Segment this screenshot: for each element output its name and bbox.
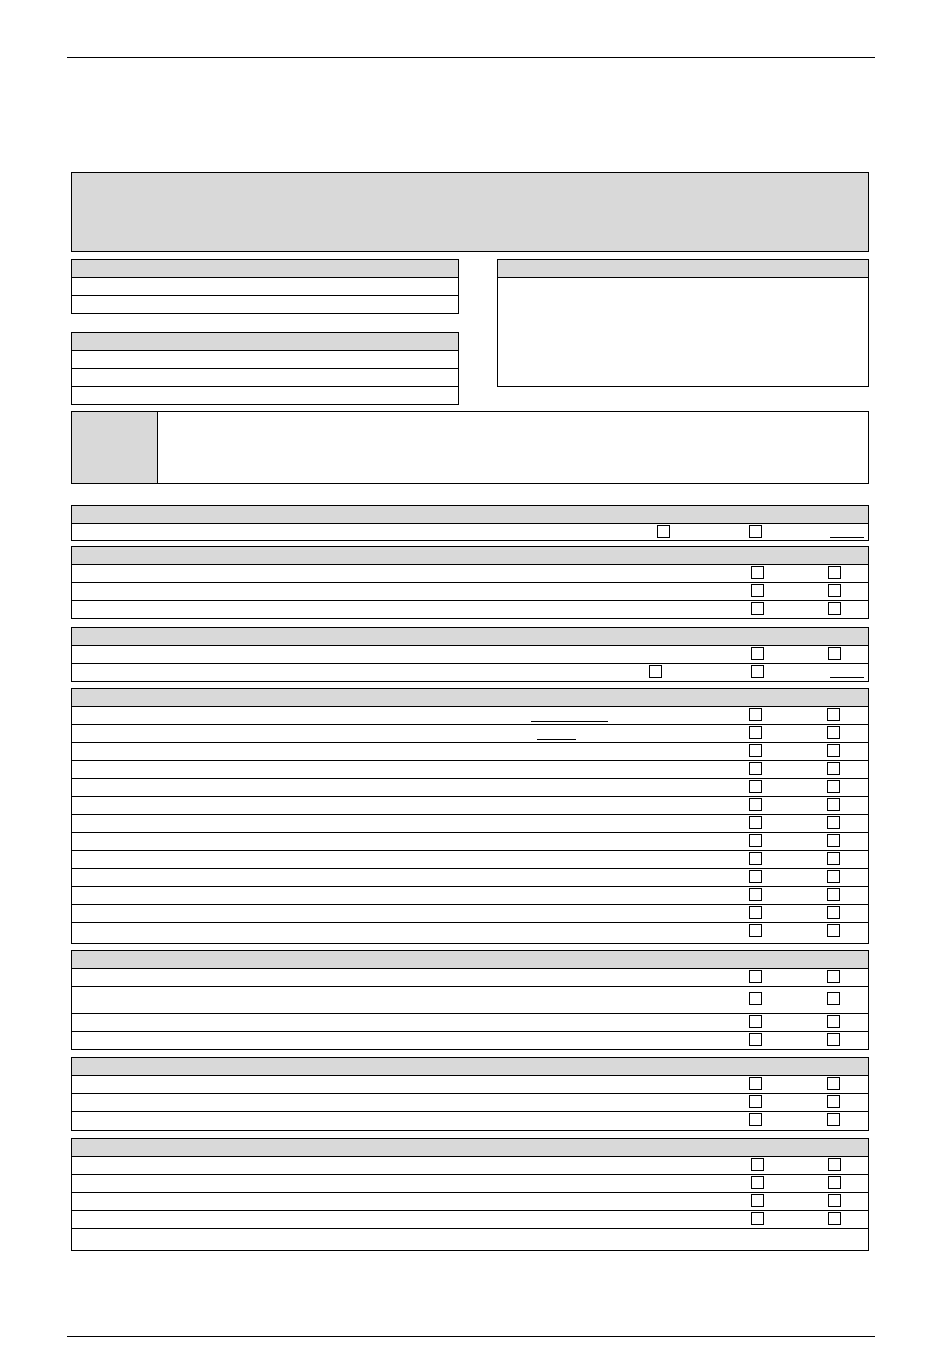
section-4 bbox=[71, 688, 869, 944]
checkbox[interactable] bbox=[649, 665, 662, 678]
checklist-row bbox=[72, 761, 868, 779]
checkbox[interactable] bbox=[657, 525, 670, 538]
checklist-row bbox=[72, 833, 868, 851]
yes-checkbox[interactable] bbox=[751, 1194, 764, 1207]
checklist-row bbox=[72, 725, 868, 743]
section-header bbox=[72, 1139, 868, 1157]
yes-checkbox[interactable] bbox=[751, 647, 764, 660]
info-field[interactable] bbox=[72, 369, 458, 387]
no-checkbox[interactable] bbox=[827, 852, 840, 865]
checklist-row bbox=[72, 1032, 868, 1050]
section-1 bbox=[71, 505, 869, 541]
no-checkbox[interactable] bbox=[827, 992, 840, 1005]
info-panel-3-body[interactable] bbox=[498, 278, 868, 386]
no-checkbox[interactable] bbox=[827, 1015, 840, 1028]
header-rule bbox=[67, 57, 875, 58]
checklist-row bbox=[72, 797, 868, 815]
comments-row[interactable] bbox=[72, 1229, 868, 1250]
yes-checkbox[interactable] bbox=[749, 1113, 762, 1126]
note-box bbox=[71, 411, 869, 484]
checklist-row bbox=[72, 601, 868, 619]
no-checkbox[interactable] bbox=[827, 762, 840, 775]
yes-checkbox[interactable] bbox=[749, 924, 762, 937]
info-panel-3-header bbox=[498, 260, 868, 278]
checkbox[interactable] bbox=[751, 665, 764, 678]
form-banner bbox=[71, 172, 869, 252]
fill-in-line[interactable] bbox=[537, 739, 576, 740]
no-checkbox[interactable] bbox=[828, 1194, 841, 1207]
section-header bbox=[72, 1058, 868, 1076]
no-checkbox[interactable] bbox=[828, 584, 841, 597]
yes-checkbox[interactable] bbox=[751, 1158, 764, 1171]
no-checkbox[interactable] bbox=[827, 708, 840, 721]
checklist-row bbox=[72, 664, 868, 682]
yes-checkbox[interactable] bbox=[749, 708, 762, 721]
info-field[interactable] bbox=[72, 296, 458, 314]
checklist-row bbox=[72, 583, 868, 601]
no-checkbox[interactable] bbox=[827, 1077, 840, 1090]
yes-checkbox[interactable] bbox=[749, 780, 762, 793]
yes-checkbox[interactable] bbox=[751, 566, 764, 579]
no-checkbox[interactable] bbox=[827, 888, 840, 901]
checklist-row bbox=[72, 1157, 868, 1175]
checklist-row bbox=[72, 779, 868, 797]
no-checkbox[interactable] bbox=[827, 780, 840, 793]
info-field[interactable] bbox=[72, 351, 458, 369]
section-header bbox=[72, 951, 868, 969]
no-checkbox[interactable] bbox=[828, 602, 841, 615]
section-7 bbox=[71, 1138, 869, 1251]
checklist-row bbox=[72, 1112, 868, 1130]
checklist-row bbox=[72, 565, 868, 583]
yes-checkbox[interactable] bbox=[749, 1033, 762, 1046]
yes-checkbox[interactable] bbox=[749, 992, 762, 1005]
info-panel-1-header bbox=[72, 260, 458, 278]
checklist-row bbox=[72, 869, 868, 887]
checklist-row bbox=[72, 1211, 868, 1229]
no-checkbox[interactable] bbox=[828, 1212, 841, 1225]
section-6 bbox=[71, 1057, 869, 1131]
checklist-row bbox=[72, 707, 868, 725]
yes-checkbox[interactable] bbox=[751, 1176, 764, 1189]
no-checkbox[interactable] bbox=[827, 1113, 840, 1126]
info-panel-2 bbox=[71, 332, 459, 405]
yes-checkbox[interactable] bbox=[749, 798, 762, 811]
no-checkbox[interactable] bbox=[827, 924, 840, 937]
fill-in-line[interactable] bbox=[531, 721, 608, 722]
no-checkbox[interactable] bbox=[828, 1158, 841, 1171]
no-checkbox[interactable] bbox=[827, 1033, 840, 1046]
no-checkbox[interactable] bbox=[827, 906, 840, 919]
no-checkbox[interactable] bbox=[827, 816, 840, 829]
footer-rule bbox=[67, 1336, 875, 1337]
yes-checkbox[interactable] bbox=[749, 906, 762, 919]
section-5 bbox=[71, 950, 869, 1050]
checklist-row bbox=[72, 1094, 868, 1112]
section-3 bbox=[71, 627, 869, 682]
yes-checkbox[interactable] bbox=[751, 602, 764, 615]
checklist-row bbox=[72, 887, 868, 905]
checklist-row bbox=[72, 851, 868, 869]
no-checkbox[interactable] bbox=[828, 647, 841, 660]
yes-checkbox[interactable] bbox=[749, 1015, 762, 1028]
yes-checkbox[interactable] bbox=[749, 1095, 762, 1108]
checklist-row bbox=[72, 743, 868, 761]
no-checkbox[interactable] bbox=[827, 870, 840, 883]
section-header bbox=[72, 628, 868, 646]
checklist-row bbox=[72, 923, 868, 941]
checklist-row bbox=[72, 524, 868, 542]
checklist-row bbox=[72, 1175, 868, 1193]
yes-checkbox[interactable] bbox=[751, 1212, 764, 1225]
info-panel-3 bbox=[497, 259, 869, 387]
section-header bbox=[72, 689, 868, 707]
checklist-row bbox=[72, 969, 868, 987]
yes-checkbox[interactable] bbox=[751, 584, 764, 597]
checklist-row bbox=[72, 987, 868, 1014]
section-2 bbox=[71, 546, 869, 619]
no-checkbox[interactable] bbox=[827, 834, 840, 847]
yes-checkbox[interactable] bbox=[749, 816, 762, 829]
no-checkbox[interactable] bbox=[828, 566, 841, 579]
no-checkbox[interactable] bbox=[827, 798, 840, 811]
checklist-row bbox=[72, 1076, 868, 1094]
checklist-row bbox=[72, 1193, 868, 1211]
fill-in-line[interactable] bbox=[830, 677, 864, 678]
fill-in-line[interactable] bbox=[830, 537, 864, 538]
yes-checkbox[interactable] bbox=[749, 870, 762, 883]
yes-checkbox[interactable] bbox=[749, 1077, 762, 1090]
checklist-row bbox=[72, 815, 868, 833]
info-field[interactable] bbox=[72, 387, 458, 405]
yes-checkbox[interactable] bbox=[749, 888, 762, 901]
checklist-row bbox=[72, 646, 868, 664]
checklist-row bbox=[72, 1014, 868, 1032]
yes-checkbox[interactable] bbox=[749, 852, 762, 865]
no-checkbox[interactable] bbox=[827, 726, 840, 739]
no-checkbox[interactable] bbox=[827, 744, 840, 757]
yes-checkbox[interactable] bbox=[749, 970, 762, 983]
yes-checkbox[interactable] bbox=[749, 834, 762, 847]
checklist-row bbox=[72, 905, 868, 923]
yes-checkbox[interactable] bbox=[749, 726, 762, 739]
checkbox[interactable] bbox=[749, 525, 762, 538]
no-checkbox[interactable] bbox=[827, 970, 840, 983]
no-checkbox[interactable] bbox=[828, 1176, 841, 1189]
info-panel-2-header bbox=[72, 333, 458, 351]
section-header bbox=[72, 547, 868, 565]
yes-checkbox[interactable] bbox=[749, 762, 762, 775]
section-header bbox=[72, 506, 868, 524]
info-panel-1 bbox=[71, 259, 459, 314]
yes-checkbox[interactable] bbox=[749, 744, 762, 757]
info-field[interactable] bbox=[72, 278, 458, 296]
note-label-cell bbox=[72, 412, 158, 483]
no-checkbox[interactable] bbox=[827, 1095, 840, 1108]
